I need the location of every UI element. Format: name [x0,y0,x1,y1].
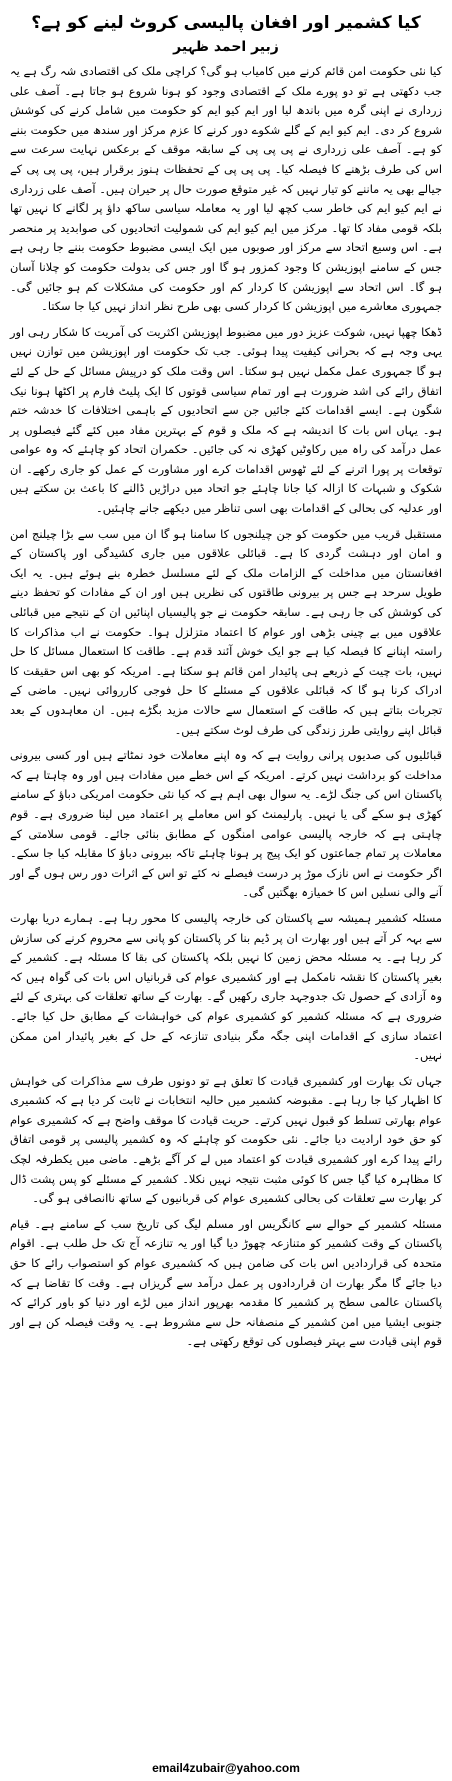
author-email[interactable]: email4zubair@yahoo.com [152,1761,300,1775]
article-paragraph: مسئلہ کشمیر کے حوالے سے کانگریس اور مسلم لیگ کی تاریخ سب کے سامنے ہے۔ قیام پاکستان کے وقت کشمیر کو متنازعہ چھوڑ دیا گیا اور یہ تنازعہ آج تک حل طلب ہے۔ اقوام متحدہ کی قراردادیں اس بات کی ضامن ہیں کہ کشمیری عوام کو استصواب رائے کا حق دیا جائے گا مگر بھارت ان قراردادوں پر عمل درآمد سے گریزاں ہے۔ وقت کا تقاضا ہے کہ پاکستان عالمی سطح پر کشمیر کا مقدمہ بھرپور انداز میں لڑے اور دنیا کو باور کرائے کہ جنوبی ایشیا میں امن کشمیر کے منصفانہ حل سے مشروط ہے۔ یہ وقت فیصلہ کن ہے اور قوم اپنی قیادت سے بہتر فیصلوں کی توقع رکھتی ہے۔ [10,1216,442,1349]
article-paragraph: مسئلہ کشمیر ہمیشہ سے پاکستان کی خارجہ پالیسی کا محور رہا ہے۔ ہمارے دریا بھارت سے بہہ کر آتے ہیں اور بھارت ان پر ڈیم بنا کر پاکستان کو پانی سے محروم کرنے کی سازش کر رہا ہے۔ یہ مسئلہ محض زمین کا نہیں بلکہ پاکستان کی بقا کا مسئلہ ہے۔ کشمیر کے بغیر پاکستان کا نقشہ نامکمل ہے اور کشمیری عوام کی قربانیاں اس بات کی گواہ ہیں کہ وہ آزادی کے حصول تک جدوجہد جاری رکھیں گے۔ بھارت کے ساتھ تعلقات کی بہتری کے لئے ضروری ہے کہ مسئلہ کشمیر کو کشمیری عوام کی خواہشات کے مطابق حل کیا جائے۔ اعتماد سازی کے اقدامات اپنی جگہ مگر بنیادی تنازعہ کے حل کے بغیر پائیدار امن ممکن نہیں۔ [10,910,442,1063]
article-paragraph: قبائلیوں کی صدیوں پرانی روایت ہے کہ وہ اپنے معاملات خود نمٹاتے ہیں اور کسی بیرونی مداخلت کو برداشت نہیں کرتے۔ امریکہ کے اس خطے میں مفادات ہیں اور وہ چاہتا ہے کہ پاکستان اس کی جنگ لڑے۔ یہ سوال بھی اہم ہے کہ کیا نئی حکومت امریکی دباؤ کے سامنے کھڑی ہو سکے گی یا نہیں۔ پارلیمنٹ کو اس معاملے پر اعتماد میں لینا ضروری ہے۔ قوم چاہتی ہے کہ خارجہ پالیسی عوامی امنگوں کے مطابق بنائی جائے۔ قومی سلامتی کے معاملات پر تمام جماعتوں کو ایک پیج پر ہونا چاہئے تاکہ بیرونی دباؤ کا مقابلہ کیا جا سکے۔ اگر حکومت نے اس نازک موڑ پر درست فیصلے نہ کئے تو اس کے اثرات دور رس ہوں گے اور آنے والی نسلیں اس کا خمیازہ بھگتیں گی۔ [10,748,442,900]
article-paragraph: کیا نئی حکومت امن قائم کرنے میں کامیاب ہو گی؟ کراچی ملک کی اقتصادی شہ رگ ہے یہ جب دکھتی ہے تو دو پورے ملک کے اقتصادی وجود کو ہونا شروع ہو جاتا ہے۔ آصف علی زرداری نے اپنی گرہ میں باندھ لیا اور ایم کیو ایم کو حکومت میں شامل کرنے کی کوشش شروع کر دی۔ ایم کیو ایم کے گلے شکوے دور کرنے کا عزم مرکز اور سندھ میں حکومت بننے کو ہے۔ آصف علی زرداری نے پی پی پی کے سابقہ موقف کے برعکس نہایت سرعت سے اس کی طرف بڑھنے کا فیصلہ کیا۔ پی پی پی کے تحفظات ہنوز برقرار ہیں، پی پی پی کے جیالے بھی یہ ماننے کو تیار نہیں کہ غیر متوقع صورت حال پر حیران ہیں۔ آصف علی زرداری نے ایم کیو ایم کی خاطر سب کچھ لیا اور یہ معاملہ سیاسی ساکھ داؤ پر لگانے کا نہیں تھا بلکہ قومی مفاد کا تھا۔ مرکز میں ایم کیو ایم کی شمولیت اتحادیوں کی صوابدید پر منحصر ہے۔ اس وسیع اتحاد سے مرکز اور صوبوں میں ایک ایسی مضبوط حکومت بننے جا رہی ہے جس کے سامنے اپوزیشن کا وجود کمزور ہو گا اور جس کی بدولت حکومت کو چلانا آسان ہو گا۔ اس اتحاد سے اپوزیشن کا کردار کم اور حکومت کی مشکلات کم ہو جائیں گی۔ جمہوری معاشرے میں اپوزیشن کا کردار کسی بھی طرح نظر انداز نہیں کیا جا سکتا۔ [10,64,442,314]
article-paragraph: ڈھکا چھپا نہیں، شوکت عزیز دور میں مضبوط اپوزیشن اکثریت کی آمریت کا شکار رہی اور یہی وجہ ہے کہ بحرانی کیفیت پیدا ہوئی۔ جب تک حکومت اور اپوزیشن میں توازن نہیں ہو گا جمہوری عمل مکمل نہیں ہو سکتا۔ اس وقت ملک کو درپیش مسائل کے حل کے لئے اتفاق رائے کی اشد ضرورت ہے اور تمام سیاسی قوتوں کا ایک پلیٹ فارم پر اکٹھا ہونا نیک شگون ہے۔ ایسے اقدامات کئے جائیں جن سے اتحادیوں کے باہمی اختلافات کا خدشہ ختم ہو۔ یہاں اس بات کا اندیشہ ہے کہ ملک و قوم کے بہترین مفاد میں کئے گئے فیصلوں پر عمل درآمد کی راہ میں رکاوٹیں کھڑی نہ کی جائیں۔ حکمران اتحاد کو چاہئے کہ وہ عوامی توقعات پر پورا اترنے کے لئے ٹھوس اقدامات کرے اور مشاورت کے عمل کو جاری رکھے۔ ان شکوک و شبہات کا ازالہ کیا جانا چاہئے جو اتحاد میں دراڑیں ڈالنے کا باعث بن سکتے ہیں اور عدلیہ کی بحالی کے اقدامات بھی اسی تناظر میں دیکھے جانے چاہئیں۔ [10,324,442,516]
author-byline: زبیر احمد ظہیر [173,39,279,55]
article-paragraph: جہاں تک بھارت اور کشمیری قیادت کا تعلق ہے تو دونوں طرف سے مذاکرات کی خواہش کا اظہار کیا جا رہا ہے۔ مقبوضہ کشمیر میں حالیہ انتخابات نے ثابت کر دیا ہے کہ کشمیری عوام بھارتی تسلط کو قبول نہیں کرتے۔ حریت قیادت کا موقف واضح ہے کہ کشمیری عوام کو حق خود ارادیت دیا جائے۔ نئی حکومت کو چاہئے کہ وہ کشمیر پالیسی پر قومی اتفاق رائے پیدا کرے اور کشمیری قیادت کو اعتماد میں لے کر آگے بڑھے۔ ماضی میں یکطرفہ لچک کا مظاہرہ کیا گیا جس کا کوئی مثبت نتیجہ نہیں نکلا۔ کشمیر کے مسئلے کو پس پشت ڈال کر بھارت سے تعلقات کی بحالی کشمیری عوام کی قربانیوں کے ساتھ ناانصافی ہو گی۔ [10,1073,442,1206]
article-paragraph: مستقبل قریب میں حکومت کو جن چیلنجوں کا سامنا ہو گا ان میں سب سے بڑا چیلنج امن و امان اور دہشت گردی کا ہے۔ قبائلی علاقوں میں جاری کشیدگی اور پاکستان کے افغانستان میں مداخلت کے الزامات ملک کے لئے مسلسل خطرہ بنے ہوئے ہیں۔ یہ ایک طویل سرحد ہے جس پر بیرونی طاقتوں کی نظریں ہیں اور ان کے مفادات کو تحفظ دینے کی کوشش کی جا رہی ہے۔ سابقہ حکومت نے جو پالیسیاں اپنائیں ان کے نتیجے میں قبائلی علاقوں میں بے چینی بڑھی اور عوام کا اعتماد متزلزل ہوا۔ حکومت نے اب مذاکرات کا راستہ اپنانے کا فیصلہ کیا ہے جو ایک خوش آئند قدم ہے۔ طاقت کا استعمال مسائل کا حل نہیں، بات چیت کے ذریعے ہی پائیدار امن قائم ہو سکتا ہے۔ امریکہ کو بھی اس حقیقت کا ادراک کرنا ہو گا کہ قبائلی علاقوں کے مسئلے کا حل فوجی کارروائی نہیں۔ ماضی کے تجربات بتاتے ہیں کہ طاقت کے استعمال سے حالات مزید بگڑے ہیں۔ ان معاہدوں کے بعد قبائل اپنے روایتی طرز زندگی کی طرف لوٹ سکتے ہیں۔ [10,526,442,737]
article-title: کیا کشمیر اور افغان پالیسی کروٹ لینے کو ہے؟ [31,13,421,33]
